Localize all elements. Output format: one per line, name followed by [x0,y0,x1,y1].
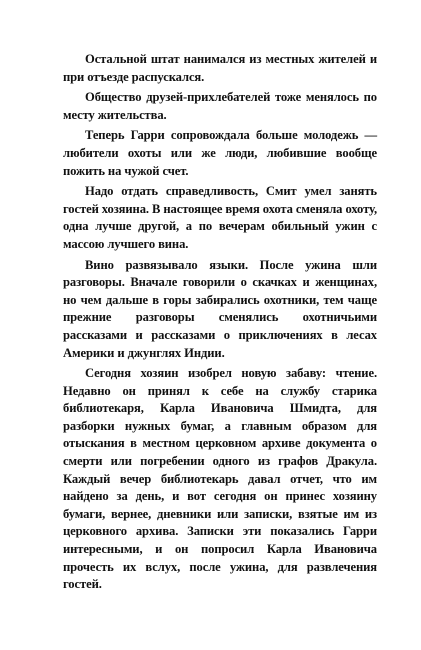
paragraph: Общество друзей-прихлебателей тоже менялось по месту жительства. [63,90,377,122]
paragraph: Надо отдать справедливость, Смит умел занять гостей хозяина. В настоящее время охота сменяла охоту, одна лучше другой, а по вечерам обильный ужин с массою лучшего вина. [63,184,377,251]
paragraph: Сегодня хозяин изобрел новую забаву: чтение. Недавно он принял к себе на службу старика библиотекаря, Карла Ивановича Шмидта, для разборки нужных бумаг, а главным образом для отыскания в местном церковном архиве документа о смерти или погребении одного из графов Дракула. Каждый вечер библиотекарь давал отчет, что им найдено за день, и вот сегодня он принес хозяину бумаги, вернее, дневники или записки, взятые им из церковного архива. Записки эти показались Гарри интересными, и он попросил Карла Ивановича прочесть их вслух, после ужина, для развлечения гостей. [63,366,377,592]
paragraph: Остальной штат нанимался из местных жителей и при отъезде распускался. [63,52,377,84]
paragraph: Вино развязывало языки. После ужина шли разговоры. Вначале говорили о скачках и женщинах, но чем дальше в горы забирались охотники, тем чаще прежние разговоры сменялись охотничьими рассказами и рассказами о приключениях в лесах Америки и джунглях Индии. [63,257,377,360]
paragraph: Теперь Гарри сопровождала больше молодежь — любители охоты или же люди, любившие вообще пожить на чужой счет. [63,128,377,178]
body-text [63,51,377,597]
